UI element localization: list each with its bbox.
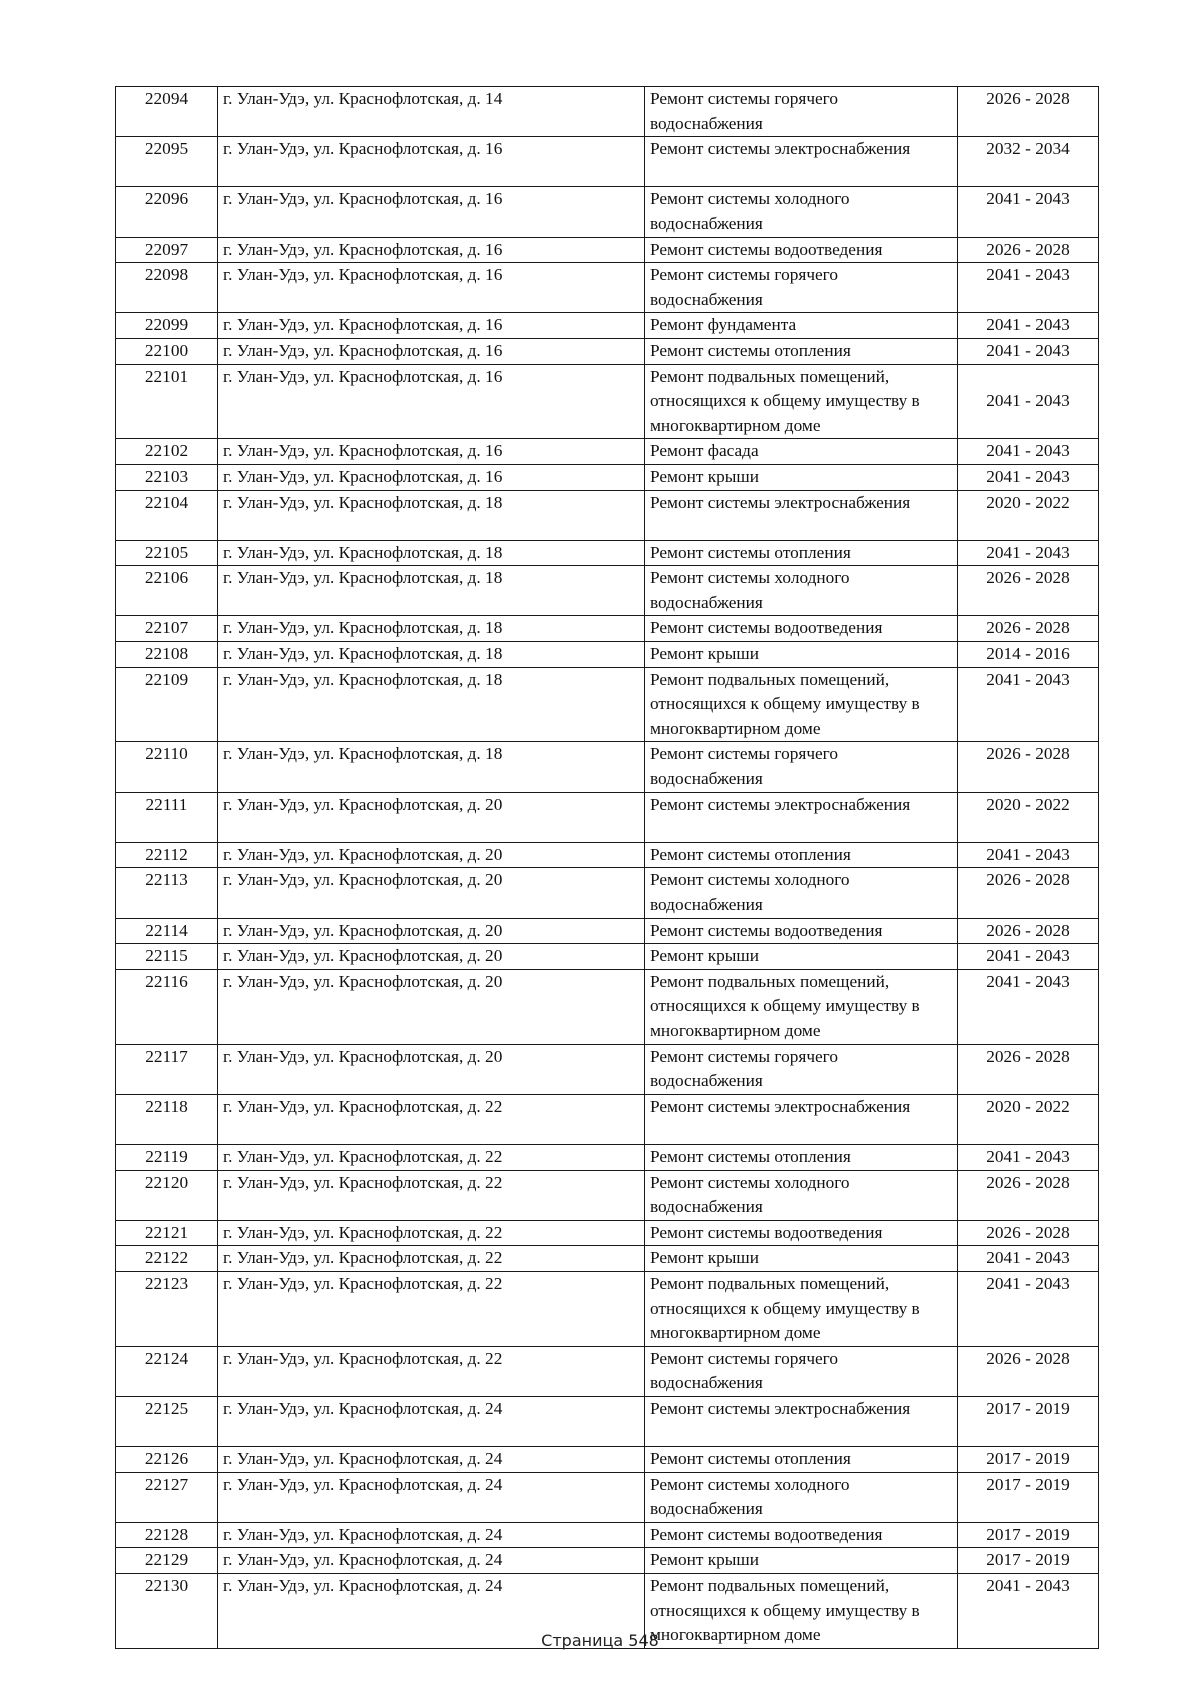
cell-record-number: 22101 — [116, 364, 218, 439]
work-type-line: относящихся к общему имуществу в — [650, 1600, 920, 1620]
work-type-line: Ремонт системы горячего — [650, 265, 838, 285]
work-type-line: водоснабжения — [650, 895, 763, 914]
cell-record-number: 22122 — [116, 1246, 218, 1272]
cell-record-number: 22112 — [116, 842, 218, 868]
table-row — [116, 1548, 1099, 1574]
cell-work-type — [645, 490, 958, 540]
work-type-line — [650, 515, 952, 540]
cell-period: 2020 - 2022 — [958, 1094, 1099, 1144]
table-row — [116, 237, 1099, 263]
cell-record-number: 22111 — [116, 792, 218, 842]
cell-record-number: 22108 — [116, 642, 218, 668]
work-type-line: Ремонт системы холодного — [650, 568, 850, 588]
cell-work-type — [645, 642, 958, 668]
table-row — [116, 439, 1099, 465]
cell-record-number: 22096 — [116, 187, 218, 237]
work-type-line: Ремонт системы отопления — [650, 844, 851, 864]
work-type-line: многоквартирном доме — [650, 1625, 821, 1645]
cell-address: г. Улан-Удэ, ул. Краснофлотская, д. 22 — [218, 1170, 645, 1220]
cell-record-number: 22127 — [116, 1472, 218, 1522]
cell-address: г. Улан-Удэ, ул. Краснофлотская, д. 16 — [218, 313, 645, 339]
cell-period: 2026 - 2028 — [958, 1044, 1099, 1094]
work-type-line: Ремонт крыши — [650, 466, 759, 486]
cell-period: 2026 - 2028 — [958, 918, 1099, 944]
cell-address: г. Улан-Удэ, ул. Краснофлотская, д. 22 — [218, 1271, 645, 1346]
cell-period: 2041 - 2043 — [958, 263, 1099, 313]
work-type-line: Ремонт системы электроснабжения — [650, 139, 911, 159]
work-type-line: Ремонт системы отопления — [650, 1449, 851, 1469]
cell-work-type — [645, 338, 958, 364]
cell-address: г. Улан-Удэ, ул. Краснофлотская, д. 22 — [218, 1094, 645, 1144]
cell-record-number: 22099 — [116, 313, 218, 339]
cell-period: 2026 - 2028 — [958, 616, 1099, 642]
table-body — [116, 87, 1099, 1649]
cell-record-number: 22103 — [116, 464, 218, 490]
cell-period: 2041 - 2043 — [958, 364, 1099, 439]
cell-period: 2041 - 2043 — [958, 944, 1099, 970]
work-type-line: Ремонт системы отопления — [650, 542, 851, 562]
work-type-line: Ремонт крыши — [650, 1550, 759, 1570]
work-type-line: Ремонт системы электроснабжения — [650, 492, 911, 512]
cell-period: 2020 - 2022 — [958, 792, 1099, 842]
work-type-line: Ремонт подвальных помещений, — [650, 669, 890, 689]
cell-period: 2017 - 2019 — [958, 1396, 1099, 1446]
cell-period: 2041 - 2043 — [958, 1246, 1099, 1272]
cell-period: 2041 - 2043 — [958, 464, 1099, 490]
table-row — [116, 667, 1099, 742]
cell-record-number: 22097 — [116, 237, 218, 263]
cell-work-type — [645, 918, 958, 944]
cell-record-number: 22116 — [116, 969, 218, 1044]
cell-address: г. Улан-Удэ, ул. Краснофлотская, д. 16 — [218, 338, 645, 364]
cell-period: 2017 - 2019 — [958, 1522, 1099, 1548]
work-type-line: Ремонт фасада — [650, 441, 759, 461]
cell-address: г. Улан-Удэ, ул. Краснофлотская, д. 24 — [218, 1574, 645, 1649]
cell-work-type — [645, 439, 958, 465]
cell-address: г. Улан-Удэ, ул. Краснофлотская, д. 20 — [218, 944, 645, 970]
cell-address: г. Улан-Удэ, ул. Краснофлотская, д. 24 — [218, 1522, 645, 1548]
cell-address: г. Улан-Удэ, ул. Краснофлотская, д. 18 — [218, 540, 645, 566]
work-type-line: водоснабжения — [650, 213, 763, 233]
cell-record-number: 22114 — [116, 918, 218, 944]
cell-work-type — [645, 868, 958, 918]
work-type-line: Ремонт подвальных помещений, — [650, 971, 890, 991]
table-row — [116, 944, 1099, 970]
work-type-line: относящихся к общему имуществу в — [650, 1298, 920, 1318]
table-row — [116, 868, 1099, 918]
cell-period: 2032 - 2034 — [958, 137, 1099, 187]
cell-record-number: 22106 — [116, 566, 218, 616]
work-type-line: водоснабжения — [650, 1197, 763, 1217]
table-row — [116, 464, 1099, 490]
cell-record-number: 22129 — [116, 1548, 218, 1574]
cell-record-number: 22124 — [116, 1346, 218, 1396]
cell-period: 2026 - 2028 — [958, 87, 1099, 137]
table-row — [116, 792, 1099, 842]
cell-period: 2020 - 2022 — [958, 490, 1099, 540]
table-row — [116, 1346, 1099, 1396]
work-type-line: Ремонт системы горячего — [650, 1348, 838, 1368]
cell-record-number: 22115 — [116, 944, 218, 970]
cell-work-type — [645, 263, 958, 313]
work-type-line: водоснабжения — [650, 592, 763, 612]
cell-record-number: 22121 — [116, 1220, 218, 1246]
cell-address: г. Улан-Удэ, ул. Краснофлотская, д. 24 — [218, 1472, 645, 1522]
cell-record-number: 22104 — [116, 490, 218, 540]
work-type-line: Ремонт подвальных помещений, — [650, 366, 890, 386]
cell-address: г. Улан-Удэ, ул. Краснофлотская, д. 18 — [218, 667, 645, 742]
cell-period: 2026 - 2028 — [958, 1220, 1099, 1246]
cell-period: 2026 - 2028 — [958, 742, 1099, 792]
cell-record-number: 22110 — [116, 742, 218, 792]
cell-period: 2041 - 2043 — [958, 969, 1099, 1044]
cell-address: г. Улан-Удэ, ул. Краснофлотская, д. 22 — [218, 1144, 645, 1170]
work-type-line: Ремонт системы холодного — [650, 870, 850, 890]
cell-address: г. Улан-Удэ, ул. Краснофлотская, д. 14 — [218, 87, 645, 137]
table-row — [116, 1246, 1099, 1272]
cell-address: г. Улан-Удэ, ул. Краснофлотская, д. 16 — [218, 237, 645, 263]
table-row — [116, 842, 1099, 868]
work-type-line: Ремонт фундамента — [650, 315, 797, 335]
cell-period: 2041 - 2043 — [958, 540, 1099, 566]
cell-address: г. Улан-Удэ, ул. Краснофлотская, д. 18 — [218, 616, 645, 642]
cell-address: г. Улан-Удэ, ул. Краснофлотская, д. 16 — [218, 137, 645, 187]
cell-address: г. Улан-Удэ, ул. Краснофлотская, д. 16 — [218, 187, 645, 237]
work-type-line: Ремонт системы горячего — [650, 89, 838, 108]
cell-address: г. Улан-Удэ, ул. Краснофлотская, д. 20 — [218, 792, 645, 842]
cell-work-type — [645, 464, 958, 490]
cell-work-type — [645, 1144, 958, 1170]
work-type-line: многоквартирном доме — [650, 718, 821, 738]
cell-record-number: 22098 — [116, 263, 218, 313]
cell-work-type — [645, 1548, 958, 1574]
work-type-line: Ремонт системы водоотведения — [650, 618, 883, 638]
cell-record-number: 22100 — [116, 338, 218, 364]
cell-period: 2017 - 2019 — [958, 1472, 1099, 1522]
cell-work-type — [645, 137, 958, 187]
cell-address: г. Улан-Удэ, ул. Краснофлотская, д. 16 — [218, 263, 645, 313]
work-type-line: водоснабжения — [650, 1499, 763, 1519]
work-type-line: Ремонт крыши — [650, 644, 759, 664]
table-row — [116, 1271, 1099, 1346]
repair-schedule-table — [115, 86, 1099, 1649]
cell-address: г. Улан-Удэ, ул. Краснофлотская, д. 22 — [218, 1220, 645, 1246]
cell-work-type — [645, 792, 958, 842]
work-type-line: водоснабжения — [650, 769, 763, 789]
page-number: Страница 548 — [541, 1631, 659, 1650]
cell-work-type — [645, 364, 958, 439]
work-type-line — [650, 817, 952, 842]
work-type-line: Ремонт системы отопления — [650, 340, 851, 360]
table-row — [116, 137, 1099, 187]
cell-work-type — [645, 1220, 958, 1246]
table-row — [116, 1472, 1099, 1522]
cell-period: 2041 - 2043 — [958, 1144, 1099, 1170]
cell-work-type — [645, 842, 958, 868]
cell-record-number: 22105 — [116, 540, 218, 566]
work-type-line: Ремонт системы холодного — [650, 1172, 850, 1192]
cell-record-number: 22123 — [116, 1271, 218, 1346]
work-type-line: Ремонт системы водоотведения — [650, 920, 883, 940]
cell-work-type — [645, 944, 958, 970]
table-row — [116, 1044, 1099, 1094]
work-type-line: Ремонт системы электроснабжения — [650, 1096, 911, 1116]
work-type-line: Ремонт крыши — [650, 946, 759, 966]
cell-address: г. Улан-Удэ, ул. Краснофлотская, д. 16 — [218, 439, 645, 465]
work-type-line: Ремонт подвальных помещений, — [650, 1576, 890, 1596]
work-type-line: Ремонт системы горячего — [650, 1046, 838, 1066]
cell-record-number: 22120 — [116, 1170, 218, 1220]
cell-period: 2041 - 2043 — [958, 338, 1099, 364]
work-type-line: Ремонт крыши — [650, 1248, 759, 1268]
cell-record-number: 22095 — [116, 137, 218, 187]
work-type-line: Ремонт системы водоотведения — [650, 1524, 883, 1544]
cell-work-type — [645, 667, 958, 742]
cell-work-type — [645, 313, 958, 339]
table-row — [116, 540, 1099, 566]
work-type-line — [650, 1421, 952, 1446]
cell-period: 2041 - 2043 — [958, 1574, 1099, 1649]
work-type-line: Ремонт системы отопления — [650, 1146, 851, 1166]
cell-record-number: 22130 — [116, 1574, 218, 1649]
cell-work-type — [645, 1094, 958, 1144]
cell-record-number: 22109 — [116, 667, 218, 742]
table-row — [116, 616, 1099, 642]
cell-work-type — [645, 1271, 958, 1346]
table-row — [116, 969, 1099, 1044]
cell-period: 2026 - 2028 — [958, 868, 1099, 918]
cell-address: г. Улан-Удэ, ул. Краснофлотская, д. 18 — [218, 642, 645, 668]
table-row — [116, 566, 1099, 616]
cell-work-type — [645, 1522, 958, 1548]
cell-period: 2041 - 2043 — [958, 313, 1099, 339]
work-type-line: относящихся к общему имуществу в — [650, 996, 920, 1016]
work-type-line: относящихся к общему имуществу в — [650, 694, 920, 714]
work-type-line: относящихся к общему имуществу в — [650, 391, 920, 411]
work-type-line — [650, 162, 952, 187]
cell-record-number: 22113 — [116, 868, 218, 918]
table-row — [116, 1396, 1099, 1446]
cell-work-type — [645, 187, 958, 237]
cell-address: г. Улан-Удэ, ул. Краснофлотская, д. 22 — [218, 1346, 645, 1396]
cell-address: г. Улан-Удэ, ул. Краснофлотская, д. 24 — [218, 1396, 645, 1446]
cell-record-number: 22107 — [116, 616, 218, 642]
cell-work-type — [645, 616, 958, 642]
cell-work-type — [645, 742, 958, 792]
cell-period: 2026 - 2028 — [958, 566, 1099, 616]
table-row — [116, 187, 1099, 237]
cell-period: 2041 - 2043 — [958, 439, 1099, 465]
cell-period: 2026 - 2028 — [958, 1346, 1099, 1396]
cell-address: г. Улан-Удэ, ул. Краснофлотская, д. 20 — [218, 1044, 645, 1094]
table-row — [116, 1094, 1099, 1144]
cell-period: 2017 - 2019 — [958, 1447, 1099, 1473]
work-type-line: Ремонт системы водоотведения — [650, 1222, 883, 1242]
cell-work-type — [645, 87, 958, 137]
work-type-line: водоснабжения — [650, 1071, 763, 1091]
work-type-line: водоснабжения — [650, 113, 763, 133]
cell-address: г. Улан-Удэ, ул. Краснофлотская, д. 20 — [218, 969, 645, 1044]
work-type-line: Ремонт системы холодного — [650, 1474, 850, 1494]
table-row — [116, 313, 1099, 339]
cell-work-type — [645, 1246, 958, 1272]
cell-work-type — [645, 1346, 958, 1396]
cell-address: г. Улан-Удэ, ул. Краснофлотская, д. 18 — [218, 566, 645, 616]
cell-period: 2014 - 2016 — [958, 642, 1099, 668]
cell-period: 2026 - 2028 — [958, 1170, 1099, 1220]
cell-address: г. Улан-Удэ, ул. Краснофлотская, д. 18 — [218, 490, 645, 540]
cell-address: г. Улан-Удэ, ул. Краснофлотская, д. 16 — [218, 364, 645, 439]
cell-work-type — [645, 1396, 958, 1446]
cell-address: г. Улан-Удэ, ул. Краснофлотская, д. 24 — [218, 1447, 645, 1473]
work-type-line: водоснабжения — [650, 289, 763, 309]
cell-address: г. Улан-Удэ, ул. Краснофлотская, д. 24 — [218, 1548, 645, 1574]
table-row — [116, 642, 1099, 668]
cell-period: 2026 - 2028 — [958, 237, 1099, 263]
table-row — [116, 1144, 1099, 1170]
cell-period: 2041 - 2043 — [958, 1271, 1099, 1346]
cell-record-number: 22119 — [116, 1144, 218, 1170]
table-row — [116, 490, 1099, 540]
cell-work-type — [645, 1447, 958, 1473]
cell-period: 2017 - 2019 — [958, 1548, 1099, 1574]
cell-address: г. Улан-Удэ, ул. Краснофлотская, д. 22 — [218, 1246, 645, 1272]
work-type-line: водоснабжения — [650, 1373, 763, 1393]
table-row — [116, 338, 1099, 364]
table-row — [116, 1447, 1099, 1473]
table-row — [116, 364, 1099, 439]
work-type-line: многоквартирном доме — [650, 415, 821, 435]
cell-address: г. Улан-Удэ, ул. Краснофлотская, д. 20 — [218, 868, 645, 918]
cell-work-type — [645, 237, 958, 263]
work-type-line — [650, 1119, 952, 1144]
cell-record-number: 22118 — [116, 1094, 218, 1144]
cell-record-number: 22117 — [116, 1044, 218, 1094]
cell-record-number: 22094 — [116, 87, 218, 137]
work-type-line: Ремонт системы электроснабжения — [650, 794, 911, 814]
table-row — [116, 87, 1099, 137]
cell-work-type — [645, 1170, 958, 1220]
table-row — [116, 1170, 1099, 1220]
cell-record-number: 22102 — [116, 439, 218, 465]
work-type-line: Ремонт системы водоотведения — [650, 239, 883, 259]
cell-period: 2041 - 2043 — [958, 187, 1099, 237]
cell-address: г. Улан-Удэ, ул. Краснофлотская, д. 18 — [218, 742, 645, 792]
table-row — [116, 1220, 1099, 1246]
cell-work-type — [645, 566, 958, 616]
work-type-line: Ремонт системы горячего — [650, 744, 838, 764]
cell-period: 2041 - 2043 — [958, 842, 1099, 868]
cell-address: г. Улан-Удэ, ул. Краснофлотская, д. 20 — [218, 918, 645, 944]
cell-work-type — [645, 1472, 958, 1522]
cell-work-type — [645, 540, 958, 566]
cell-address: г. Улан-Удэ, ул. Краснофлотская, д. 16 — [218, 464, 645, 490]
work-type-line: Ремонт системы холодного — [650, 189, 850, 209]
work-type-line: Ремонт системы электроснабжения — [650, 1398, 911, 1418]
cell-period: 2041 - 2043 — [958, 667, 1099, 742]
table-row — [116, 918, 1099, 944]
cell-record-number: 22126 — [116, 1447, 218, 1473]
cell-record-number: 22128 — [116, 1522, 218, 1548]
cell-work-type — [645, 1044, 958, 1094]
cell-work-type — [645, 969, 958, 1044]
cell-address: г. Улан-Удэ, ул. Краснофлотская, д. 20 — [218, 842, 645, 868]
work-type-line: многоквартирном доме — [650, 1323, 821, 1343]
table-row — [116, 263, 1099, 313]
table-row — [116, 742, 1099, 792]
cell-record-number: 22125 — [116, 1396, 218, 1446]
table-row — [116, 1522, 1099, 1548]
work-type-line: Ремонт подвальных помещений, — [650, 1273, 890, 1293]
work-type-line: многоквартирном доме — [650, 1020, 821, 1040]
